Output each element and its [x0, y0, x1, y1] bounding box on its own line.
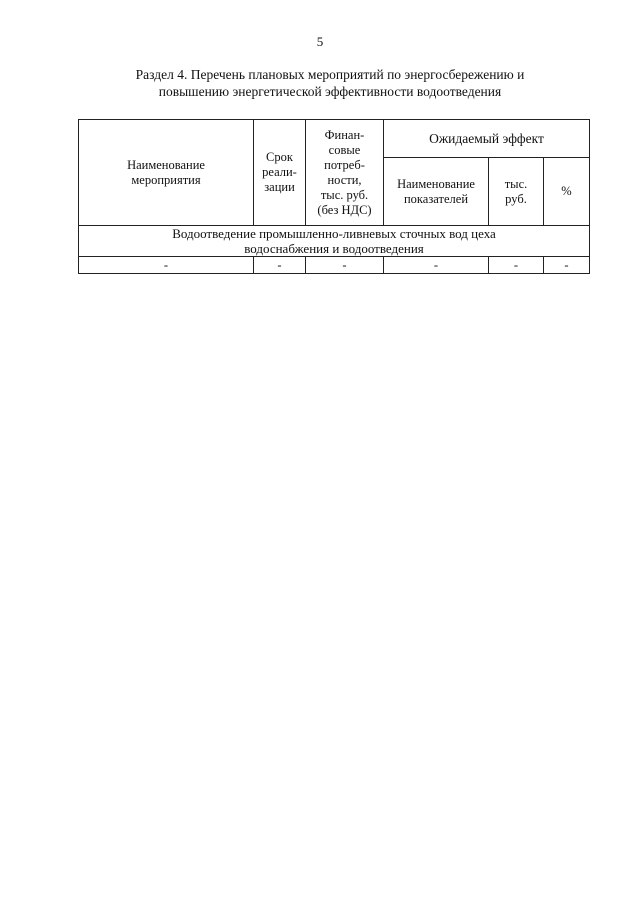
cell-period: -: [254, 257, 306, 274]
cell-percent: -: [544, 257, 590, 274]
group-title: Водоотведение промышленно-ливневых сточных вод цеха водоснабжения и водоотведения: [79, 226, 590, 257]
cell-financing: -: [306, 257, 384, 274]
header-thousand-rub: тыс. руб.: [489, 158, 544, 226]
cell-thousand-rub: -: [489, 257, 544, 274]
section-title-line-2: повышению энергетической эффективности водоотведения: [158, 84, 502, 99]
activities-table: [78, 119, 590, 274]
header-percent: %: [544, 158, 590, 226]
section-title-line-1: Раздел 4. Перечень плановых мероприятий по энергосбережению и: [135, 67, 525, 82]
group-row: [79, 226, 590, 257]
header-indicator-name: Наименование показателей: [384, 158, 489, 226]
cell-activity-name: -: [79, 257, 254, 274]
section-title: [60, 66, 600, 100]
cell-indicator-name: -: [384, 257, 489, 274]
page-number: 5: [316, 34, 324, 49]
header-financing: Финан- совые потреб- ности, тыс. руб. (без НДС): [306, 120, 384, 226]
header-activity-name: Наименование мероприятия: [79, 120, 254, 226]
header-period: Срок реали- зации: [254, 120, 306, 226]
header-expected-effect: Ожидаемый эффект: [384, 120, 590, 158]
table-row: [79, 257, 590, 274]
